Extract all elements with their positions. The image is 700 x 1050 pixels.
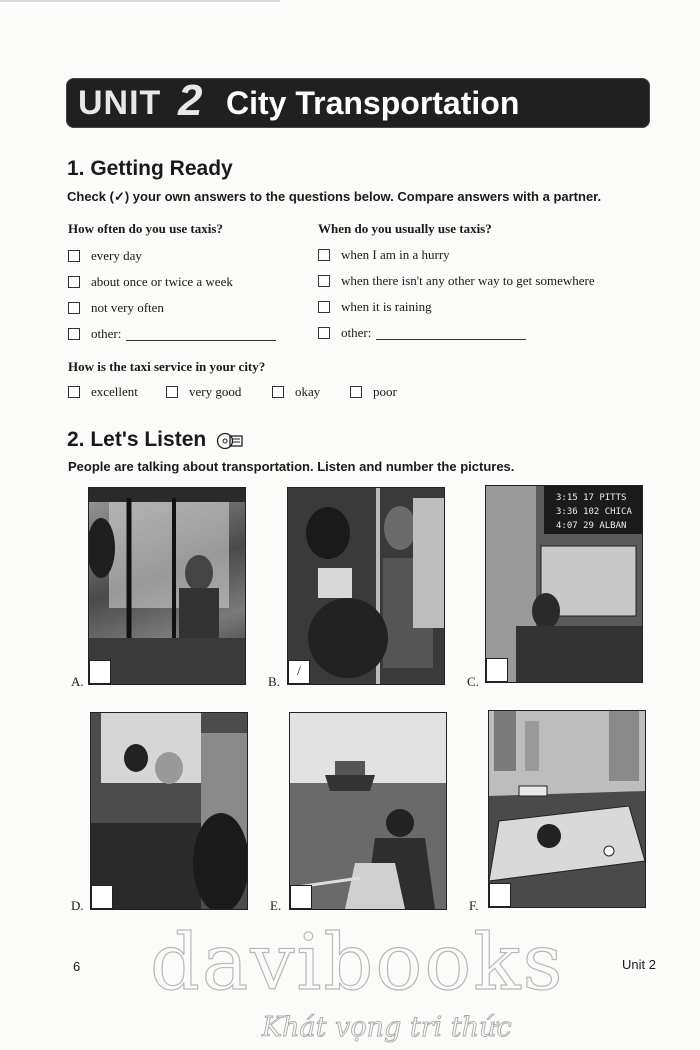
checkbox[interactable] xyxy=(68,276,80,288)
answer-box-a[interactable] xyxy=(89,660,111,684)
option-label: other: xyxy=(341,325,372,340)
answer-box-c[interactable] xyxy=(486,658,508,682)
picture-a-label: A. xyxy=(71,674,84,689)
unit-footer-label: Unit 2 xyxy=(622,957,656,972)
departure-board-line: 3:15 17 PITTS xyxy=(556,493,627,503)
section1-instruction: Check (✓) your own answers to the questions below. Compare answers with a partner. xyxy=(67,189,602,204)
answer-box-e[interactable] xyxy=(290,885,312,909)
picture-e-label: E. xyxy=(270,898,282,913)
unit-number: 2 xyxy=(178,76,203,125)
picture-a-bus-interior xyxy=(88,487,246,685)
checkbox[interactable] xyxy=(318,301,330,313)
q1-option-once-twice-week[interactable] xyxy=(68,274,233,290)
departure-board-line: 3:36 102 CHICA xyxy=(556,507,632,517)
q3-option-excellent[interactable] xyxy=(68,384,138,400)
section2-heading-text: 2. Let's Listen xyxy=(67,428,207,451)
q1-option-not-very-often[interactable] xyxy=(68,300,164,316)
option-label: excellent xyxy=(91,384,138,399)
checkbox[interactable] xyxy=(68,328,80,340)
answer-box-f[interactable] xyxy=(489,883,511,907)
q3-question: How is the taxi service in your city? xyxy=(68,359,266,374)
checkbox[interactable] xyxy=(350,386,362,398)
ferry-illustration xyxy=(290,713,446,909)
checkbox[interactable] xyxy=(318,249,330,261)
answer-line[interactable] xyxy=(126,328,276,341)
picture-d-label: D. xyxy=(71,898,84,913)
bus-interior-illustration xyxy=(89,488,245,684)
page-number: 6 xyxy=(73,959,81,974)
unit-banner xyxy=(66,78,650,128)
q3-option-okay[interactable] xyxy=(272,384,320,400)
checkbox[interactable] xyxy=(272,386,284,398)
checkbox[interactable] xyxy=(318,275,330,287)
q2-option-other[interactable] xyxy=(318,325,526,341)
option-label: about once or twice a week xyxy=(91,274,233,289)
checkbox[interactable] xyxy=(68,302,80,314)
option-label: other: xyxy=(91,326,122,341)
option-label: when there isn't any other way to get somewhere xyxy=(341,273,595,288)
option-label: when it is raining xyxy=(341,299,432,314)
picture-c-station xyxy=(485,485,643,683)
q1-option-other[interactable] xyxy=(68,326,276,342)
option-label: okay xyxy=(295,384,321,399)
q2-option-raining[interactable] xyxy=(318,299,432,315)
q3-option-poor[interactable] xyxy=(350,384,397,400)
q2-option-no-other-way[interactable] xyxy=(318,273,595,289)
picture-f-taxi xyxy=(488,710,646,908)
picture-d-ticket-counter xyxy=(90,712,248,910)
picture-b-label: B. xyxy=(268,674,280,689)
unit-word: UNIT xyxy=(78,84,162,122)
ticket-counter-illustration xyxy=(91,713,247,909)
picture-b-subway-crowd xyxy=(287,487,445,685)
unit-title: City Transportation xyxy=(226,85,520,121)
q3-option-very-good[interactable] xyxy=(166,384,241,400)
section1-heading: 1. Getting Ready xyxy=(67,157,233,180)
q2-option-hurry[interactable] xyxy=(318,247,450,263)
answer-line[interactable] xyxy=(376,327,526,340)
answer-box-b[interactable]: / xyxy=(288,660,310,684)
checkbox[interactable] xyxy=(166,386,178,398)
picture-c-label: C. xyxy=(467,674,479,689)
q2-question: When do you usually use taxis? xyxy=(318,221,492,236)
option-label: very good xyxy=(189,384,242,399)
option-label: poor xyxy=(373,384,397,399)
watermark-tagline: Khát vọng tri thức xyxy=(262,1012,512,1043)
checkbox[interactable] xyxy=(318,327,330,339)
watermark-brand: davibooks xyxy=(150,918,565,1008)
top-edge-line xyxy=(0,0,280,2)
section2-instruction: People are talking about transportation. Listen and number the pictures. xyxy=(68,459,515,474)
checkbox[interactable] xyxy=(68,386,80,398)
taxi-street-illustration xyxy=(489,711,645,907)
answer-box-d[interactable] xyxy=(91,885,113,909)
cd-audio-icon xyxy=(216,430,244,450)
q1-question: How often do you use taxis? xyxy=(68,221,223,236)
station-illustration xyxy=(486,486,642,682)
checkbox[interactable] xyxy=(68,250,80,262)
picture-f-label: F. xyxy=(469,898,479,913)
option-label: every day xyxy=(91,248,142,263)
subway-crowd-illustration xyxy=(288,488,444,684)
section2-heading xyxy=(67,428,244,452)
option-label: not very often xyxy=(91,300,164,315)
departure-board-line: 4:07 29 ALBAN xyxy=(556,521,627,531)
picture-e-ferry xyxy=(289,712,447,910)
option-label: when I am in a hurry xyxy=(341,247,450,262)
q1-option-every-day[interactable] xyxy=(68,248,142,264)
